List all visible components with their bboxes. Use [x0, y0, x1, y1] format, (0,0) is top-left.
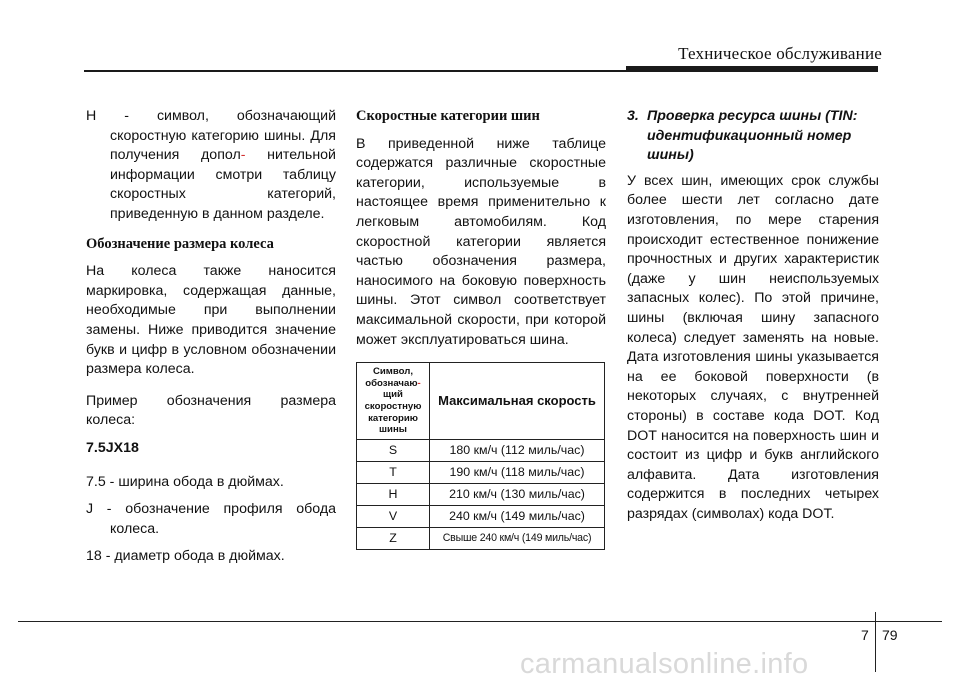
table-header-row [357, 363, 605, 440]
section-title: Техническое обслуживание [678, 44, 882, 63]
page-number: 79 [882, 627, 898, 643]
tin-heading-line1: Проверка ресурса шины (TIN: [647, 108, 858, 124]
watermark-link[interactable]: carmanualsonline.info [520, 648, 809, 680]
tin-heading-line2: идентификационный номер шины) [647, 127, 852, 164]
speed-heading: Скоростные категории шин [356, 108, 540, 124]
header-symbol-text-rest: щий скоростную категорию шины [364, 389, 422, 436]
page-divider [875, 612, 876, 672]
table-row [357, 505, 605, 527]
h-symbol-item [86, 107, 336, 225]
size-heading: Обозначение размера колеса [86, 235, 274, 252]
speed-paragraph: В приведенной ниже таблице содержатся различные скоростные категории, используемые в настоящее время применительно к легковым автомобилям. Код скоростной категории является частью обозначения размера, наносимого на боковую поверхность шины. Этот символ соответствует максимальной скорости, при которой может эксплуатироваться шина. [356, 135, 606, 348]
tin-heading [627, 107, 879, 166]
example-paragraph: Пример обозначения размера колеса: [86, 392, 336, 429]
table-row [357, 461, 605, 483]
column-right [627, 107, 879, 532]
symbol-cell: V [357, 505, 430, 527]
speed-cell: Свыше 240 км/ч (149 миль/час) [430, 527, 605, 549]
footer-rule [18, 621, 858, 622]
symbol-cell: S [357, 439, 430, 461]
speed-cell: 210 км/ч (130 миль/час) [430, 483, 605, 505]
header-symbol-text: Символ, обозначаю [365, 366, 418, 389]
footer-rule-right [858, 621, 942, 622]
table-row [357, 527, 605, 549]
table-row [357, 483, 605, 505]
symbol-cell: H [357, 483, 430, 505]
header-symbol [357, 363, 430, 440]
list-item: 18 - диаметр обода в дюймах. [86, 548, 285, 565]
symbol-cell: T [357, 461, 430, 483]
header-rule [84, 70, 878, 72]
chapter-number: 7 [861, 627, 869, 643]
hyphen-mark: - [240, 147, 246, 164]
column-left [86, 107, 336, 575]
table-row [357, 439, 605, 461]
list-item: J - обозначение профиля обода колеса. [86, 501, 336, 537]
speed-cell: 180 км/ч (112 миль/час) [430, 439, 605, 461]
h-symbol-text-rest: нительной информации смотри таблицу скоростных категорий, приведенную в данном разделе. [110, 147, 336, 222]
speed-table [356, 362, 605, 550]
h-symbol-text: H - символ, обозначающий скоростную категорию шины. Для получения допол [86, 108, 336, 164]
example-code: 7.5JX18 [86, 439, 139, 456]
tin-paragraph: У всех шин, имеющих срок службы более шести лет согласно дате изготовления, по мере старения происходит естественное понижение прочностных и других характеристик (даже у шин неиспользуемых запасных колес). По этой причине, шины (включая шину запасного колеса) следует заменять на новые. Дата изготовления шины указывается на ее боковой поверхности (в некоторых случаях, с внутренней стороны) в составе кода DOT. Код DOT наносится на поверхность шин и состоит из цифр и букв английского алфавита. Дата изготовления содержится в последних четырех разрядах (символах) кода DOT. [627, 172, 879, 522]
header-speed: Максимальная скорость [430, 363, 605, 440]
symbol-cell: Z [357, 527, 430, 549]
hyphen-mark: - [417, 377, 421, 389]
tin-heading-number: 3. [627, 108, 639, 124]
size-paragraph: На колеса также наносится маркировка, содержащая данные, необходимые при выполнении замены. Ниже приводится значение букв и цифр в условном обозначении размера колеса. [86, 263, 336, 378]
column-middle [356, 107, 606, 550]
speed-cell: 240 км/ч (149 миль/час) [430, 505, 605, 527]
speed-cell: 190 км/ч (118 миль/час) [430, 461, 605, 483]
list-item: 7.5 - ширина обода в дюймах. [86, 473, 284, 490]
